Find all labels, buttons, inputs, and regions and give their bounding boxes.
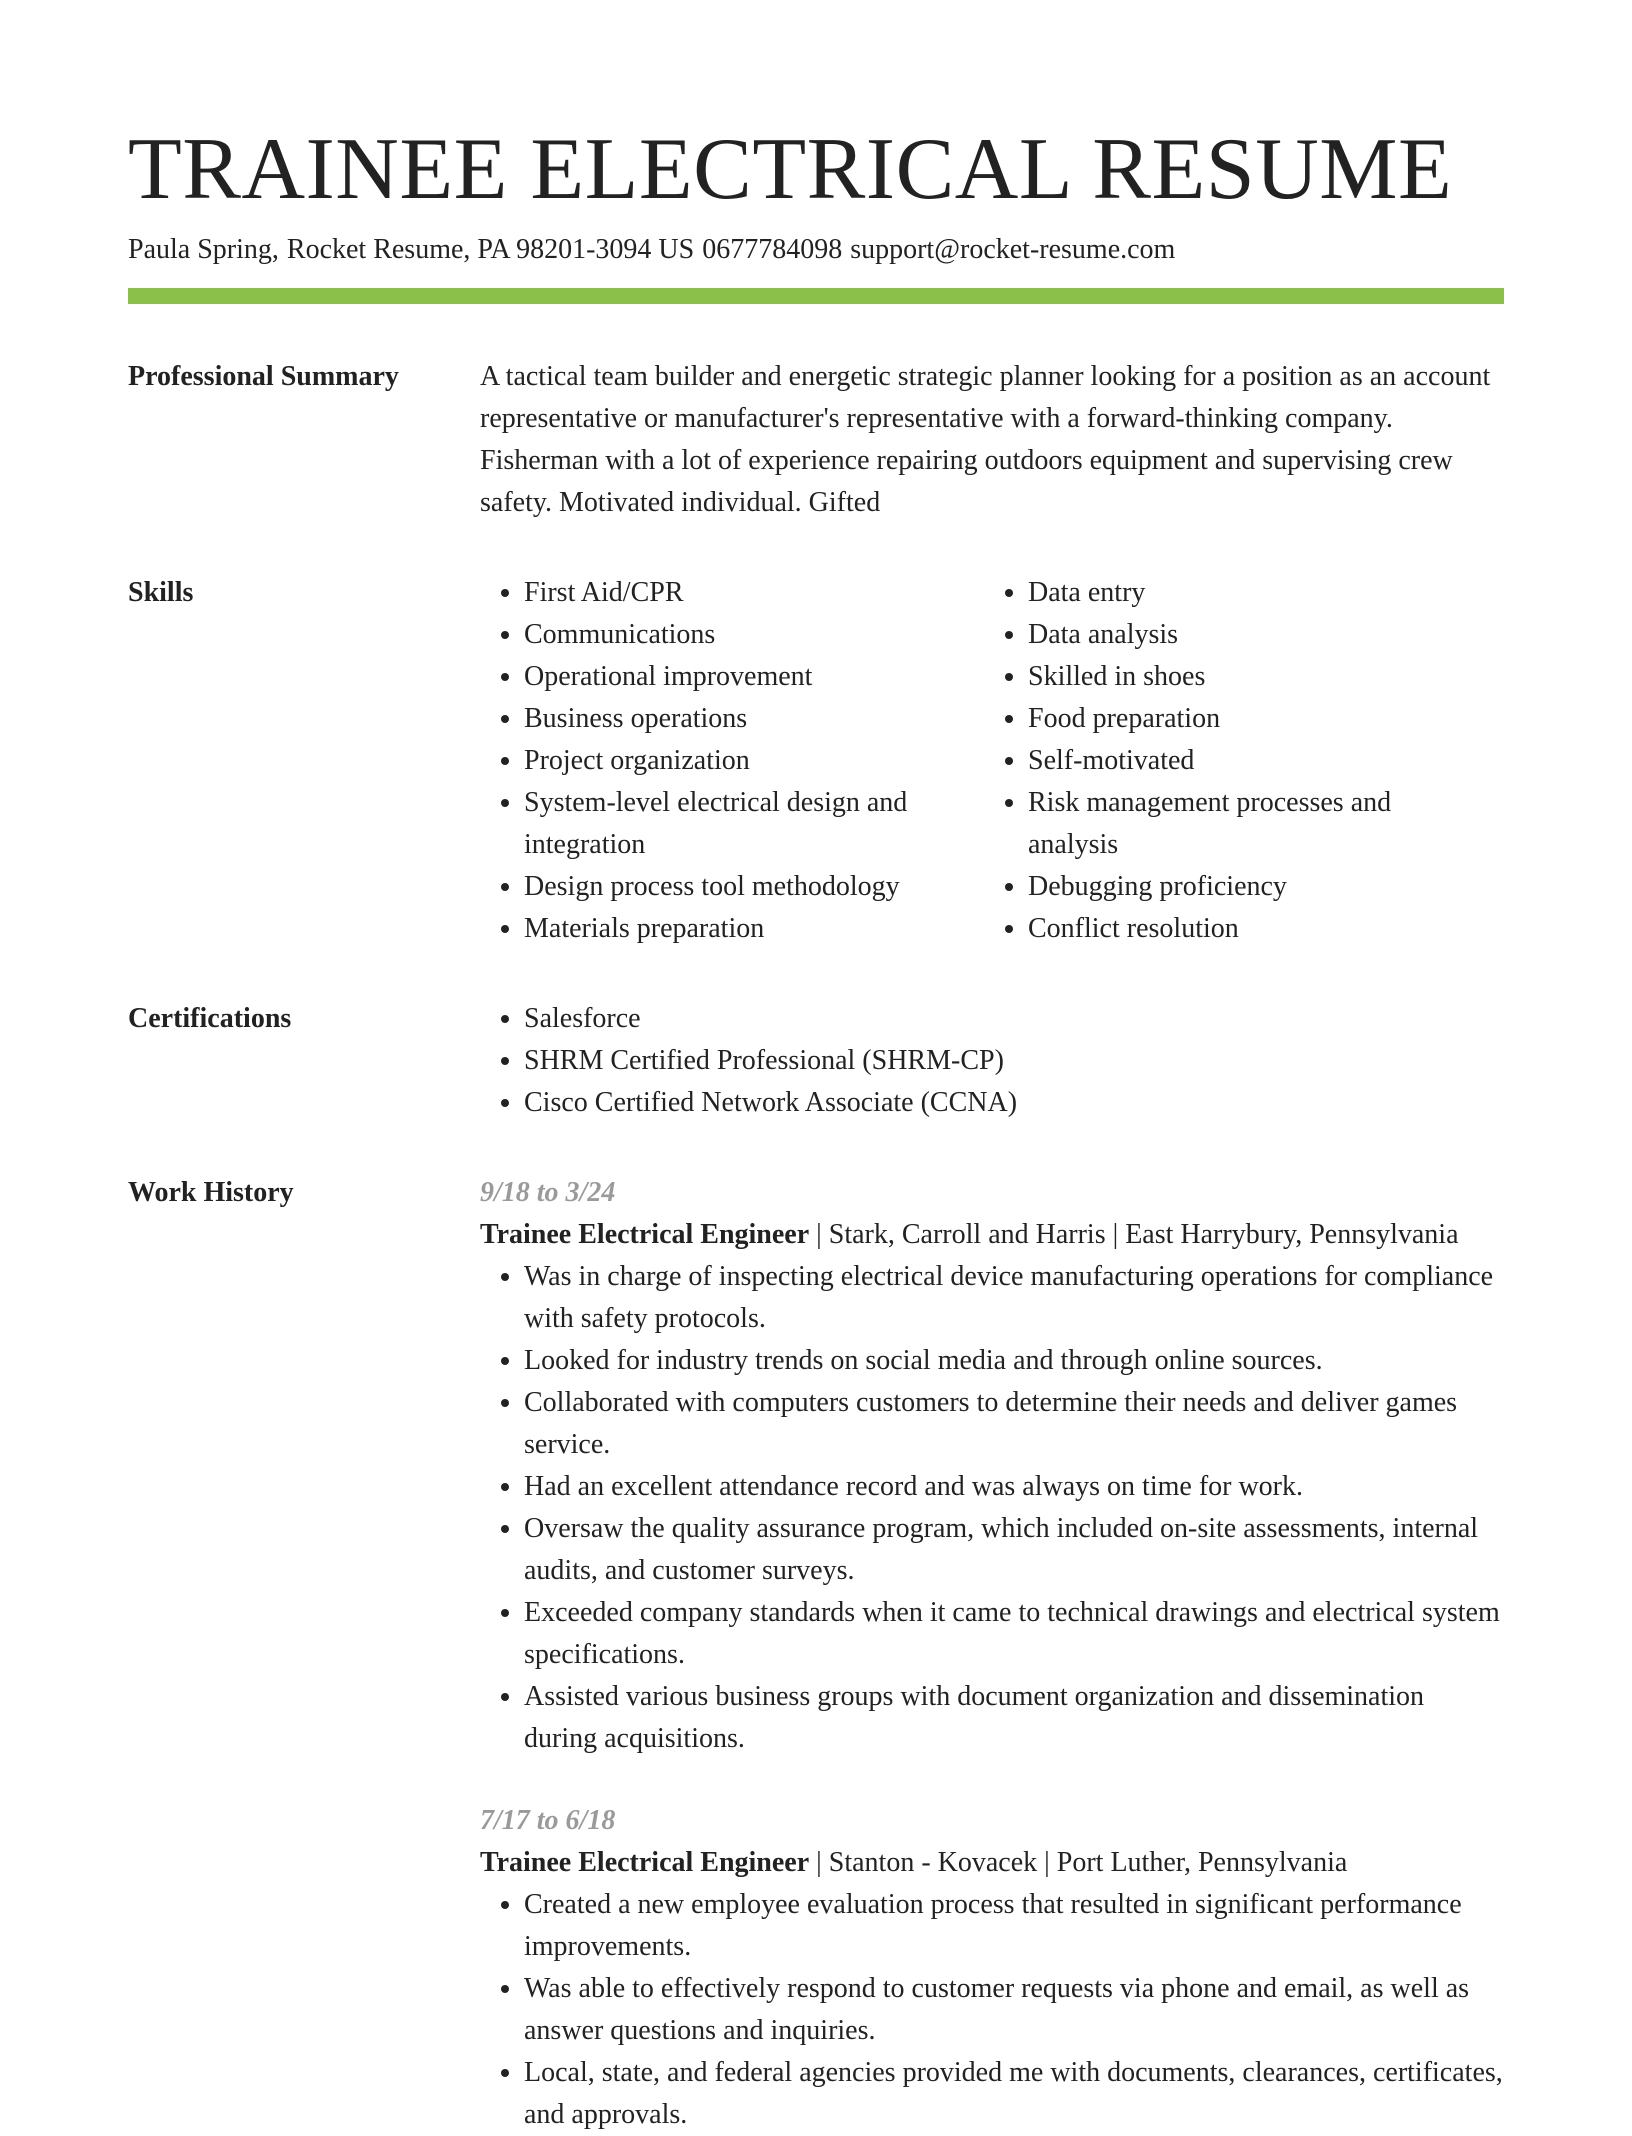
section-label-skills: Skills — [128, 577, 194, 608]
section-label-summary: Professional Summary — [128, 361, 399, 392]
job-dates: 7/17 to 6/18 — [480, 1805, 616, 1836]
certification-item: • SHRM Certified Professional (SHRM-CP) — [524, 1040, 1504, 1082]
job-title: Trainee Electrical Engineer — [480, 1847, 810, 1878]
section-label-certifications: Certifications — [128, 1003, 292, 1034]
summary-section — [128, 356, 1504, 524]
skill-item: • Self-motivated — [1028, 740, 1488, 782]
certification-item: • Salesforce — [524, 998, 1504, 1040]
skills-column-right — [984, 572, 1488, 950]
job-bullet-list — [480, 1884, 1504, 2136]
skill-item: • Food preparation — [1028, 698, 1488, 740]
summary-text: A tactical team builder and energetic strategic planner looking for a position as an account representative or manufacturer's representative with a forward-thinking company. Fisherman with a lot of experience repairing outdoors equipment and supervising crew safety. Motivated individual. Gifted — [480, 361, 1491, 518]
job-bullet: • Had an excellent attendance record and was always on time for work. — [524, 1466, 1504, 1508]
job-title: Trainee Electrical Engineer — [480, 1219, 810, 1250]
skill-item: • Operational improvement — [524, 656, 984, 698]
contact-line — [128, 232, 1504, 268]
skill-item: • Risk management processes and analysis — [1028, 782, 1488, 866]
job-bullet: • Local, state, and federal agencies provided me with documents, clearances, certificates, and approvals. — [524, 2052, 1504, 2136]
job-bullet: • Created a new employee evaluation process that resulted in significant performance improvements. — [524, 1884, 1504, 1968]
contact-email: support@rocket-resume.com — [850, 234, 1176, 265]
skill-item: • Data analysis — [1028, 614, 1488, 656]
job-employer-location: | Stark, Carroll and Harris | East Harrybury, Pennsylvania — [809, 1219, 1459, 1250]
skill-item: • Data entry — [1028, 572, 1488, 614]
accent-divider — [128, 288, 1504, 304]
skill-item: • Business operations — [524, 698, 984, 740]
resume-page — [128, 120, 1504, 2136]
job-bullet: • Looked for industry trends on social media and through online sources. — [524, 1340, 1504, 1382]
skill-item: • Debugging proficiency — [1028, 866, 1488, 908]
job-bullet-list — [480, 1256, 1504, 1760]
job-bullet: • Oversaw the quality assurance program, which included on-site assessments, internal audits, and customer surveys. — [524, 1508, 1504, 1592]
contact-phone: 0677784098 — [702, 234, 843, 265]
certifications-section — [128, 998, 1504, 1124]
job-bullet: • Was able to effectively respond to customer requests via phone and email, as well as answer questions and inquiries. — [524, 1968, 1504, 2052]
section-label-work-history: Work History — [128, 1177, 294, 1208]
skill-item: • Design process tool methodology — [524, 866, 984, 908]
skill-item: • First Aid/CPR — [524, 572, 984, 614]
contact-name: Paula Spring, — [128, 234, 279, 265]
contact-address: Rocket Resume, PA 98201-3094 US — [286, 234, 695, 265]
job-entry — [480, 1800, 1504, 2136]
skill-item: • Conflict resolution — [1028, 908, 1488, 950]
skill-item: • Communications — [524, 614, 984, 656]
skill-item: • Project organization — [524, 740, 984, 782]
job-heading — [480, 1214, 1504, 1256]
skills-section — [128, 572, 1504, 950]
job-dates: 9/18 to 3/24 — [480, 1177, 616, 1208]
job-entry — [480, 1172, 1504, 1760]
skills-column-left — [480, 572, 984, 950]
job-bullet: • Exceeded company standards when it came to technical drawings and electrical system specifications. — [524, 1592, 1504, 1676]
resume-title: TRAINEE ELECTRICAL RESUME — [128, 121, 1453, 218]
work-history-section — [128, 1172, 1504, 2136]
skill-item: • Skilled in shoes — [1028, 656, 1488, 698]
job-bullet: • Collaborated with computers customers to determine their needs and deliver games service. — [524, 1382, 1504, 1466]
job-bullet: • Was in charge of inspecting electrical device manufacturing operations for compliance with safety protocols. — [524, 1256, 1504, 1340]
job-bullet: • Assisted various business groups with document organization and dissemination during acquisitions. — [524, 1676, 1504, 1760]
skill-item: • Materials preparation — [524, 908, 984, 950]
job-employer-location: | Stanton - Kovacek | Port Luther, Pennsylvania — [809, 1847, 1348, 1878]
skill-item: • System-level electrical design and integration — [524, 782, 984, 866]
job-heading — [480, 1842, 1504, 1884]
certification-item: • Cisco Certified Network Associate (CCNA) — [524, 1082, 1504, 1124]
